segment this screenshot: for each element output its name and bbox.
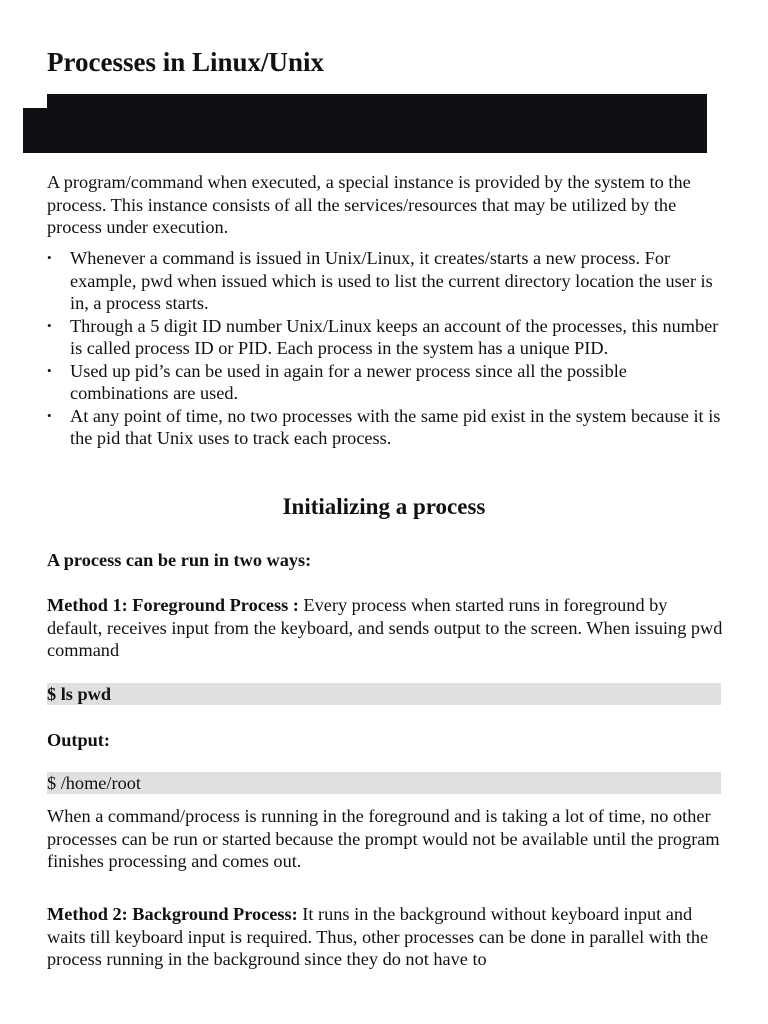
bullet-item: • Used up pid’s can be used in again for a newer process since all the possible combinations are used. [47, 360, 727, 405]
output-line: $ /home/root [47, 772, 721, 794]
bullet-item: • At any point of time, no two processes with the same pid exist in the system because it is the pid that Unix uses to track each process. [47, 405, 727, 450]
bullet-list [47, 247, 727, 450]
output-label: Output: [47, 730, 110, 750]
bullet-item: • Whenever a command is issued in Unix/Linux, it creates/starts a new process. For example, pwd when issued which is used to list the current directory location the user is in, a process starts. [47, 247, 727, 315]
banner-block [23, 94, 707, 153]
intro-paragraph: A program/command when executed, a special instance is provided by the system to the process. This instance consists of all the services/resources that may be utilized by the process under execution. [47, 172, 691, 237]
page-title: Processes in Linux/Unix [47, 47, 325, 77]
section-heading: Initializing a process [282, 494, 486, 519]
foreground-note: When a command/process is running in the foreground and is taking a lot of time, no other processes can be run or started because the prompt would not be available until the program finishes processing and comes out. [47, 806, 720, 871]
ways-heading: A process can be run in two ways: [47, 550, 312, 570]
method1-text: Every process when started runs in foreground by default, receives input from the keyboard, and sends output to the screen. When issuing pwd command [47, 595, 723, 660]
method2-label: Method 2: Background Process: [47, 904, 298, 924]
bullet-item: • Through a 5 digit ID number Unix/Linux keeps an account of the processes, this number is called process ID or PID. Each process in the system has a unique PID. [47, 315, 727, 360]
command-line: $ ls pwd [47, 683, 721, 705]
method1-label: Method 1: Foreground Process : [47, 595, 299, 615]
banner-notch [23, 94, 47, 108]
method2-text: It runs in the background without keyboard input and waits till keyboard input is required. Thus, other processes can be done in parallel with the process running in the background since they do not have to [47, 904, 709, 969]
method2-paragraph [47, 903, 727, 971]
method1-paragraph [47, 594, 727, 662]
